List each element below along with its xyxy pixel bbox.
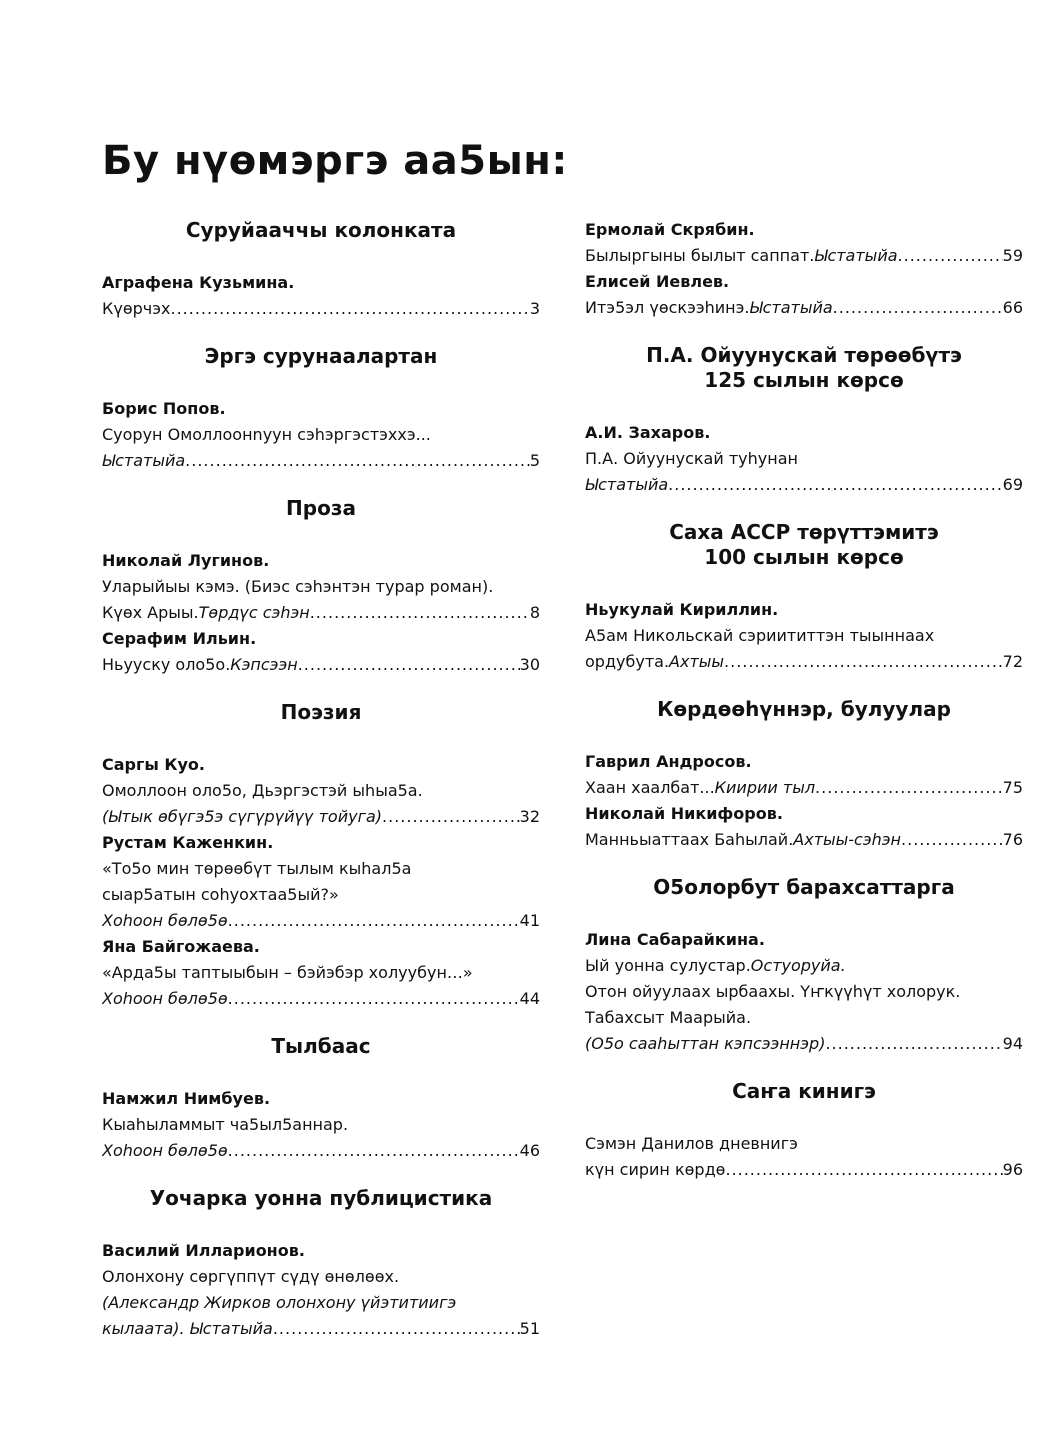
page-number: 76 [1002, 830, 1023, 849]
entry-line [102, 778, 540, 804]
page-number: 3 [529, 299, 540, 318]
entry-genre: Хоhоон бөлө5ө [102, 911, 228, 930]
toc-right-column [585, 204, 1023, 1183]
section-heading: Поэзия [280, 700, 362, 724]
entry-author: Елисей Иевлев. [585, 272, 730, 291]
entry-title: А5ам Никольскай сэриититтэн тыыннаах [585, 626, 935, 645]
entry-title: Итэ5эл үөскээhинэ. [585, 298, 750, 317]
entry-line [102, 296, 540, 322]
entry-line [585, 243, 1023, 269]
entry-line [102, 804, 540, 830]
page-number: 94 [1002, 1034, 1023, 1053]
section-heading: Суруйааччы колонката [185, 218, 457, 242]
entry-title: П.А. Ойуунускай туhунан [585, 449, 798, 468]
dot-leader [298, 652, 520, 678]
entry-line [102, 1138, 540, 1164]
entry-title: Кыаhыламмыт ча5ыл5аннар. [102, 1115, 349, 1134]
entry-author: Лина Сабарайкина. [585, 930, 765, 949]
entry-author: Саргы Куо. [102, 755, 205, 774]
toc-entry [102, 396, 540, 474]
entry-genre: (Ытык өбүгэ5э сүгүрүйүү тойуга) [102, 807, 383, 826]
entry-author: Николай Лугинов. [102, 551, 270, 570]
entry-line [102, 422, 540, 448]
entry-genre: Төрдүс сэhэн [198, 603, 310, 622]
toc-left-column [102, 204, 540, 1342]
entry-title: «Арда5ы таптыыбын – бэйэбэр холуубун…» [102, 963, 473, 982]
entry-title: «То5о мин төрөөбүт тылым кыhал5а [102, 859, 412, 878]
entry-title: Отон ойуулаах ырбаахы. Үҥкүүһүт холорук. [585, 982, 961, 1001]
entry-line [102, 908, 540, 934]
entry-title: Ый уонна сулустар. [585, 956, 751, 975]
entry-genre: Ыстатыйа [102, 451, 186, 470]
section-heading: О5олорбут барахсаттарга [653, 875, 955, 899]
toc-entry [102, 1238, 540, 1342]
toc-entry [585, 420, 1023, 498]
entry-author: Аграфена Кузьмина. [102, 273, 295, 292]
entry-line [585, 979, 1023, 1005]
entry-genre: Остуоруйа. [750, 956, 846, 975]
entry-title: сыар5атын соhуохтаа5ый?» [102, 885, 339, 904]
entry-genre: Хоhоон бөлө5ө [102, 989, 228, 1008]
entry-title: Омоллоон оло5о, Дьэргэстэй ыhыа5а. [102, 781, 423, 800]
page-number: 72 [1002, 652, 1023, 671]
entry-title: Күөх Арыы. [102, 603, 199, 622]
entry-author: Намжил Нимбуев. [102, 1089, 271, 1108]
section-heading: Саха АССР төрүттэмитэ 100 сылын көрсө [669, 520, 939, 569]
entry-genre: Ыстатыйа [814, 246, 898, 265]
entry-line [102, 960, 540, 986]
page-number: 5 [529, 451, 540, 470]
page-number: 44 [519, 989, 540, 1008]
dot-leader [898, 243, 1003, 269]
page-number: 46 [519, 1141, 540, 1160]
entry-line [585, 1031, 1023, 1057]
dot-leader [382, 804, 520, 830]
entry-title: Табахсыт Маарыйа. [585, 1008, 752, 1027]
entry-line [102, 574, 540, 600]
toc-entry [585, 1131, 1023, 1183]
entry-author: Василий Илларионов. [102, 1241, 305, 1260]
page-number: 32 [519, 807, 540, 826]
section-heading: Тылбаас [271, 1034, 371, 1058]
entry-line [102, 1290, 540, 1316]
dot-leader [815, 775, 1003, 801]
entry-line [585, 623, 1023, 649]
toc-entry [102, 934, 540, 1012]
entry-line [102, 856, 540, 882]
toc-entry [585, 927, 1023, 1057]
section-heading: Эргэ сурунаалартан [204, 344, 438, 368]
toc-entry [585, 597, 1023, 675]
entry-line [102, 448, 540, 474]
entry-line [585, 295, 1023, 321]
dot-leader [725, 1157, 1002, 1183]
entry-line [102, 986, 540, 1012]
entry-genre: (Александр Жирков олонхону үйэтитиигэ [102, 1293, 457, 1312]
page-number: 59 [1002, 246, 1023, 265]
entry-author: Николай Никифоров. [585, 804, 783, 823]
dot-leader [228, 1138, 520, 1164]
entry-line [102, 1112, 540, 1138]
page-number: 75 [1002, 778, 1023, 797]
dot-leader [724, 649, 1003, 675]
entry-title: Ньууску оло5о. [102, 655, 231, 674]
entry-title: Суорун Омоллоонnуун сэhэргэстэххэ... [102, 425, 431, 444]
toc-entry [585, 749, 1023, 801]
page-number: 96 [1002, 1160, 1023, 1179]
entry-line [102, 882, 540, 908]
toc-entry [585, 269, 1023, 321]
entry-line [585, 446, 1023, 472]
entry-line [585, 953, 1023, 979]
entry-title: Былыргыны былыт саппат. [585, 246, 815, 265]
entry-line [102, 1264, 540, 1290]
page-number: 66 [1002, 298, 1023, 317]
toc-entry [102, 752, 540, 830]
entry-genre: кылаата). Ыстатыйа [102, 1319, 273, 1338]
dot-leader [228, 908, 520, 934]
entry-title: Хаан хаалбат... [585, 778, 715, 797]
entry-author: А.И. Захаров. [585, 423, 711, 442]
entry-author: Серафим Ильин. [102, 629, 257, 648]
toc-entry [585, 217, 1023, 269]
entry-line [102, 1316, 540, 1342]
entry-line [585, 472, 1023, 498]
entry-author: Рустам Каженкин. [102, 833, 274, 852]
entry-author: Яна Байгожаева. [102, 937, 260, 956]
entry-author: Ермолай Скрябин. [585, 220, 755, 239]
entry-title: Сэмэн Данилов дневнигэ [585, 1134, 798, 1153]
page-number: 41 [519, 911, 540, 930]
dot-leader [833, 295, 1003, 321]
entry-genre: Ахтыы [669, 652, 725, 671]
section-heading: Проза [286, 496, 356, 520]
entry-author: Борис Попов. [102, 399, 226, 418]
entry-title: Олонхону сөргүппүт сүдү өнөлөөх. [102, 1267, 400, 1286]
toc-entry [102, 548, 540, 626]
page-number: 51 [519, 1319, 540, 1338]
page-number: 30 [519, 655, 540, 674]
toc-entry [102, 626, 540, 678]
entry-genre: Киирии тыл [714, 778, 816, 797]
toc-entry [102, 1086, 540, 1164]
dot-leader [310, 600, 530, 626]
entry-genre: Ыстатыйа [585, 475, 669, 494]
entry-line [585, 649, 1023, 675]
dot-leader [185, 448, 530, 474]
dot-leader [901, 827, 1003, 853]
entry-genre: Ахтыы-сэhэн [793, 830, 902, 849]
entry-line [102, 600, 540, 626]
page-number: 8 [529, 603, 540, 622]
section-heading: Уочарка уонна публицистика [149, 1186, 493, 1210]
entry-line [102, 652, 540, 678]
entry-line [585, 827, 1023, 853]
entry-author: Ньукулай Кириллин. [585, 600, 779, 619]
section-heading: Көрдөөhүннэр, булуулар [657, 697, 951, 721]
entry-genre: Кэпсээн [230, 655, 298, 674]
entry-genre: Ыстатыйа [749, 298, 833, 317]
entry-title: ордубута. [585, 652, 670, 671]
entry-genre: (О5о сааhыттан кэпсээннэр) [585, 1034, 826, 1053]
entry-title: Күөрчэх [102, 299, 171, 318]
entry-author: Гаврил Андросов. [585, 752, 752, 771]
entry-line [585, 1005, 1023, 1031]
entry-line [585, 775, 1023, 801]
toc-entry [102, 270, 540, 322]
entry-line [585, 1131, 1023, 1157]
section-heading: П.А. Ойуунускай төрөөбүтэ 125 сылын көрсө [646, 343, 962, 392]
page-number: 69 [1002, 475, 1023, 494]
entry-genre: Хоhоон бөлө5ө [102, 1141, 228, 1160]
dot-leader [228, 986, 520, 1012]
toc-entry [585, 801, 1023, 853]
entry-title: күн сирин көрдө [585, 1160, 726, 1179]
page-title: Бу нүөмэргэ аа5ын: [102, 138, 568, 184]
entry-line [585, 1157, 1023, 1183]
dot-leader [668, 472, 1002, 498]
dot-leader [273, 1316, 520, 1342]
toc-entry [102, 830, 540, 934]
entry-title: Уларыйыы кэмэ. (Биэс сэhэнтэн турар роман). [102, 577, 494, 596]
entry-title: Манньыаттаах Баhылай. [585, 830, 794, 849]
dot-leader [170, 296, 529, 322]
dot-leader [825, 1031, 1002, 1057]
section-heading: Саҥа кинигэ [732, 1079, 876, 1103]
